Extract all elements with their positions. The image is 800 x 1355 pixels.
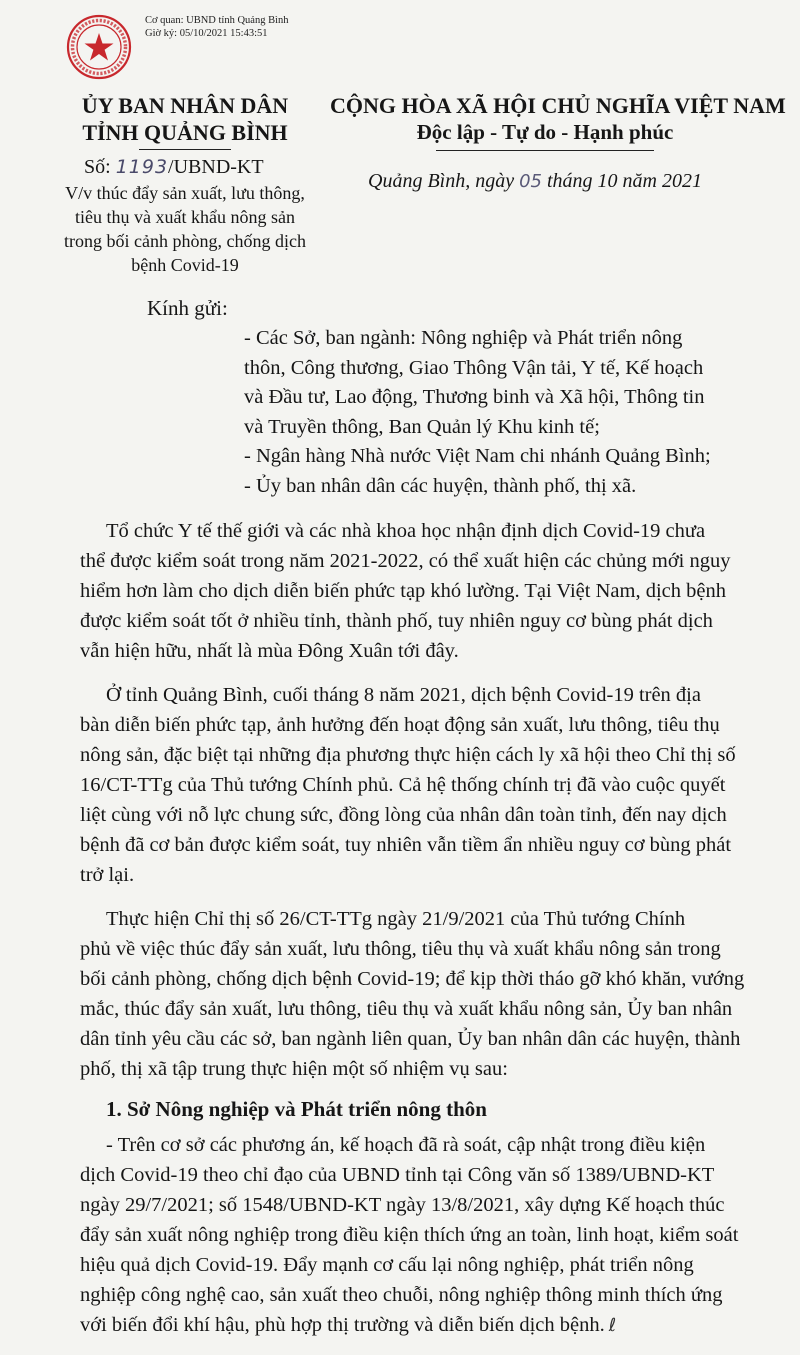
paragraph-line: liệt cùng với nỗ lực chung sức, đồng lòng của nhân dân toàn tỉnh, đến nay dịch <box>80 804 727 826</box>
national-header <box>330 92 786 151</box>
paragraph-line: phủ về việc thúc đẩy sản xuất, lưu thông, tiêu thụ và xuất khẩu nông sản trong <box>80 938 721 960</box>
paragraph-line: hiệu quả dịch Covid-19. Đẩy mạnh cơ cấu lại nông nghiệp, phát triển nông <box>80 1254 694 1276</box>
paragraph-line: bệnh đã cơ bản được kiểm soát, tuy nhiên vẫn tiềm ẩn nhiều nguy cơ bùng phát <box>80 834 732 856</box>
body-paragraph <box>80 680 750 890</box>
paragraph-line: bàn diễn biến phức tạp, ảnh hưởng đến hoạt động sản xuất, lưu thông, tiêu thụ <box>80 714 720 736</box>
place-prefix: Quảng Bình, ngày <box>368 170 520 192</box>
paragraph-line: thể được kiểm soát trong năm 2021-2022, có thể xuất hiện các chủng mới nguy <box>80 550 731 572</box>
document-subject <box>40 181 330 277</box>
national-motto: Độc lập - Tự do - Hạnh phúc <box>416 120 674 144</box>
paragraph-line-text: với biến đổi khí hậu, phù hợp thị trường và diễn biến dịch bệnh. <box>80 1314 605 1336</box>
issuing-authority <box>40 92 330 150</box>
document-reference <box>84 156 264 179</box>
paragraph-line: nông sản, đặc biệt tại những địa phương thực hiện cách ly xã hội theo Chỉ thị số <box>80 744 736 766</box>
authority-underline <box>139 149 231 150</box>
paragraph-line: bối cảnh phòng, chống dịch bệnh Covid-19; để kịp thời tháo gỡ khó khăn, vướng <box>80 968 745 990</box>
motto-underline <box>436 150 654 151</box>
authority-line-2: TỈNH QUẢNG BÌNH <box>82 120 288 145</box>
paragraph-line: nghiệp công nghệ cao, sản xuất theo chuỗi, nông nghiệp thông minh thích ứng <box>80 1284 723 1306</box>
ref-prefix: Số: <box>84 156 116 178</box>
recipient-line: - Các Sở, ban ngành: Nông nghiệp và Phát triển nông <box>244 327 683 349</box>
recipient-item <box>244 442 744 472</box>
paragraph-line: dân tỉnh yêu cầu các sở, ban ngành liên quan, Ủy ban nhân dân các huyện, thành <box>80 1028 741 1050</box>
section-paragraph <box>80 1130 750 1341</box>
signature-agency: Cơ quan: UBND tỉnh Quảng Bình <box>145 15 289 26</box>
paragraph-line: đẩy sản xuất nông nghiệp trong điều kiện thích ứng an toàn, linh hoạt, kiểm soát <box>80 1224 739 1246</box>
subject-line: tiêu thụ và xuất khẩu nông sản <box>75 207 295 227</box>
subject-line: trong bối cảnh phòng, chống dịch <box>64 231 306 251</box>
paragraph-line: - Trên cơ sở các phương án, kế hoạch đã rà soát, cập nhật trong điều kiện <box>106 1134 706 1156</box>
paragraph-line: ngày 29/7/2021; số 1548/UBND-KT ngày 13/8/2021, xây dựng Kế hoạch thúc <box>80 1194 725 1216</box>
recipient-line: thôn, Công thương, Giao Thông Vận tải, Y tế, Kế hoạch <box>244 356 704 379</box>
subject-line: V/v thúc đẩy sản xuất, lưu thông, <box>65 183 305 203</box>
recipient-item <box>244 324 744 442</box>
paragraph-line: phố, thị xã tập trung thực hiện một số nhiệm vụ sau: <box>80 1058 508 1080</box>
paragraph-line: mắc, thúc đẩy sản xuất, lưu thông, tiêu thụ và xuất khẩu nông sản, Ủy ban nhân <box>80 998 733 1020</box>
recipient-item <box>244 472 744 502</box>
body-paragraph <box>80 904 750 1084</box>
greeting: Kính gửi: <box>147 296 228 320</box>
subject-line: bệnh Covid-19 <box>131 255 239 275</box>
recipient-line: và Đầu tư, Lao động, Thương binh và Xã hội, Thông tin <box>244 386 705 408</box>
ref-suffix: /UBND-KT <box>168 156 264 178</box>
day-handwritten: 05 <box>519 171 542 192</box>
authority-line-1: ỦY BAN NHÂN DÂN <box>81 93 289 118</box>
paragraph-line: trở lại. <box>80 864 135 886</box>
official-seal-icon <box>66 14 132 80</box>
place-and-date <box>368 170 702 193</box>
paragraph-line <box>80 1310 750 1341</box>
document-body <box>80 516 750 1355</box>
date-suffix: tháng 10 năm 2021 <box>542 170 702 192</box>
paragraph-line: Tổ chức Y tế thế giới và các nhà khoa học nhận định dịch Covid-19 chưa <box>106 520 706 542</box>
paragraph-line: hiểm hơn làm cho dịch diễn biến phức tạp khó lường. Tại Việt Nam, dịch bệnh <box>80 580 726 602</box>
ref-number-handwritten: 1193 <box>115 156 169 178</box>
recipient-line: - Ngân hàng Nhà nước Việt Nam chi nhánh Quảng Bình; <box>244 445 711 467</box>
signature-time: Giờ ký: 05/10/2021 15:43:51 <box>145 28 268 39</box>
paragraph-line: Ở tỉnh Quảng Bình, cuối tháng 8 năm 2021, dịch bệnh Covid-19 trên địa <box>106 684 701 706</box>
recipient-line: và Truyền thông, Ban Quản lý Khu kinh tế; <box>244 415 600 438</box>
paragraph-line: dịch Covid-19 theo chỉ đạo của UBND tỉnh tại Công văn số 1389/UBND-KT <box>80 1164 715 1186</box>
nation-title: CỘNG HÒA XÃ HỘI CHỦ NGHĨA VIỆT NAM <box>330 93 786 118</box>
paragraph-line: Thực hiện Chỉ thị số 26/CT-TTg ngày 21/9/2021 của Thủ tướng Chính <box>106 908 686 930</box>
section-heading: 1. Sở Nông nghiệp và Phát triển nông thôn <box>106 1097 487 1121</box>
recipient-list <box>244 324 744 501</box>
handwritten-initial: ℓ <box>608 1315 617 1336</box>
paragraph-line: 16/CT-TTg của Thủ tướng Chính phủ. Cả hệ thống chính trị đã vào cuộc quyết <box>80 774 726 796</box>
paragraph-line: được kiểm soát tốt ở nhiều tỉnh, thành phố, tuy nhiên nguy cơ bùng phát dịch <box>80 610 713 632</box>
recipient-line: - Ủy ban nhân dân các huyện, thành phố, thị xã. <box>244 474 637 497</box>
body-paragraph <box>80 516 750 666</box>
paragraph-line: vẫn hiện hữu, nhất là mùa Đông Xuân tới đây. <box>80 640 459 662</box>
digital-signature-info <box>145 14 289 40</box>
